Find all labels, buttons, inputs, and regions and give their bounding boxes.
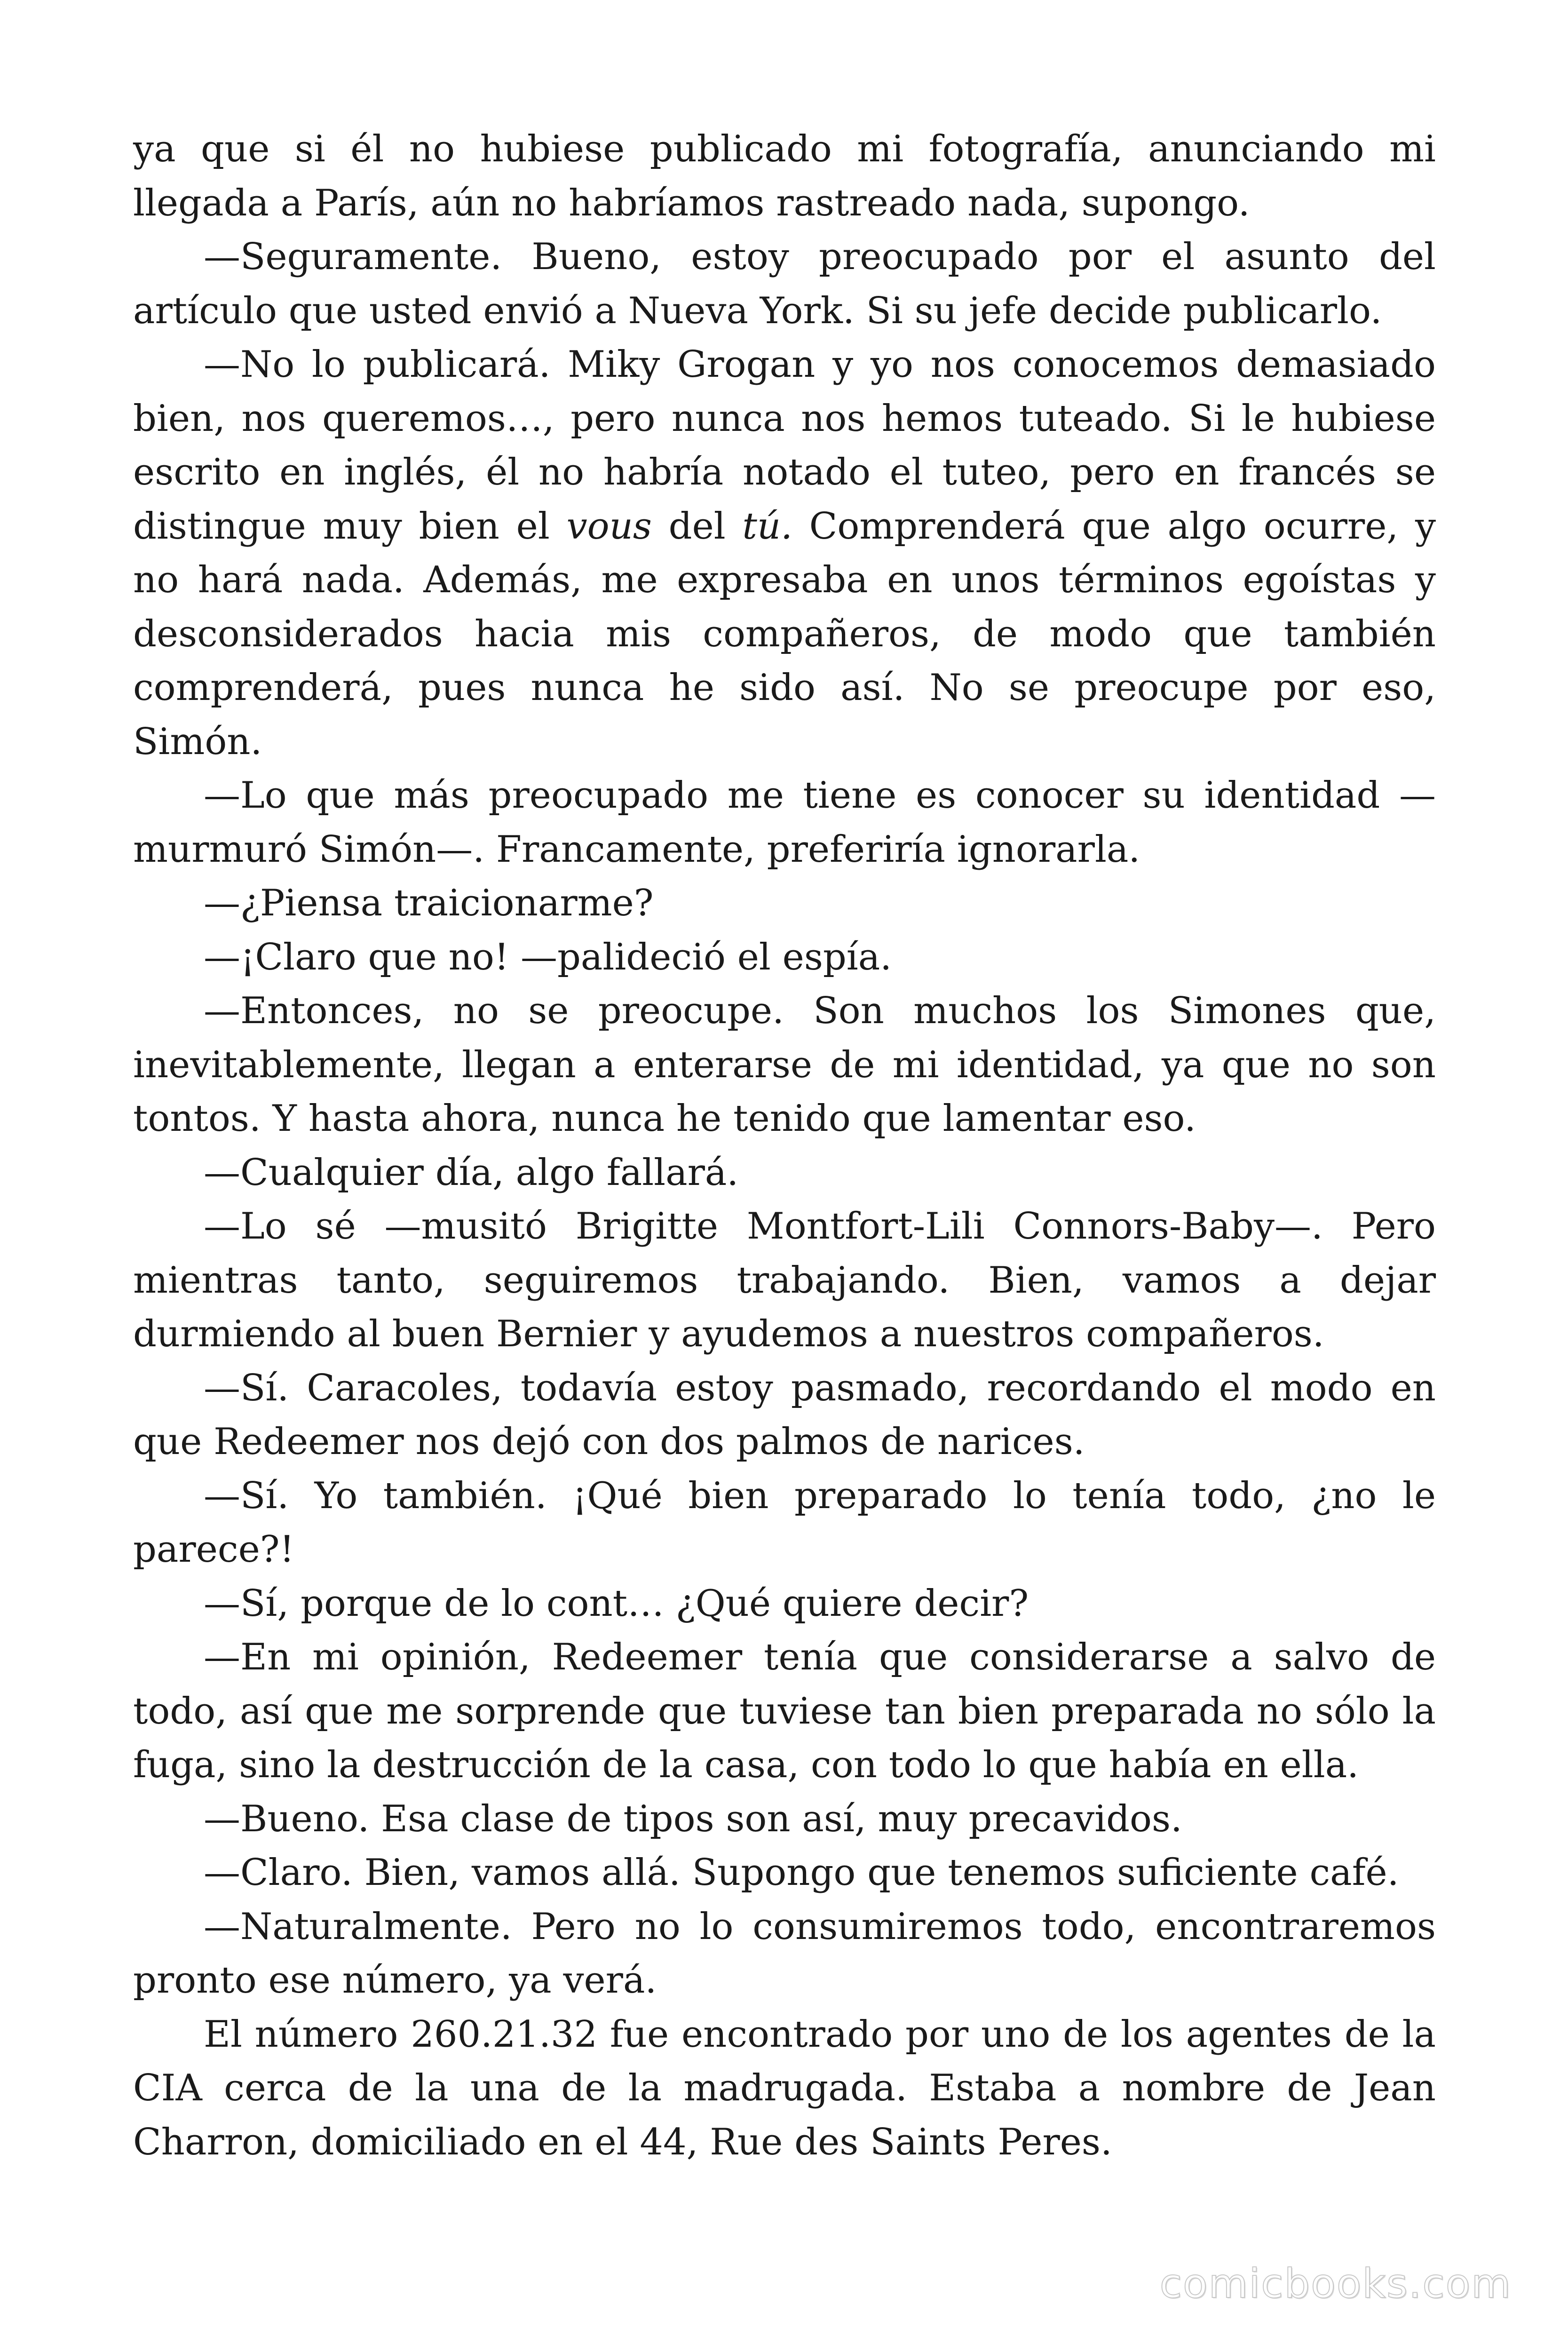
text-run: —Entonces, no se preocupe. Son muchos los Simones que, inevitablemente, llegan a enterarse de mi identidad, ya que no son tontos. Y hasta ahora, nunca he tenido que lamentar eso. xyxy=(133,990,1436,1140)
paragraph xyxy=(133,769,1436,876)
paragraph xyxy=(133,1900,1436,2008)
paragraph xyxy=(133,1577,1436,1631)
paragraph xyxy=(133,1361,1436,1469)
paragraph xyxy=(133,984,1436,1146)
text-run: —Lo sé —musitó Brigitte Montfort-Lili Connors-Baby—. Pero mientras tanto, seguiremos trabajando. Bien, vamos a dejar durmiendo al buen Bernier y ayudemos a nuestros compañeros. xyxy=(133,1205,1436,1355)
paragraph xyxy=(133,876,1436,930)
text-run: del xyxy=(651,505,743,548)
paragraph xyxy=(133,2008,1436,2169)
text-run: —Claro. Bien, vamos allá. Supongo que tenemos suficiente café. xyxy=(204,1851,1399,1894)
text-run: —Cualquier día, algo fallará. xyxy=(204,1151,739,1194)
text-run: —Naturalmente. Pero no lo consumiremos todo, encontraremos pronto ese número, ya verá. xyxy=(133,1905,1436,2002)
paragraph xyxy=(133,1146,1436,1200)
text-run: —En mi opinión, Redeemer tenía que considerarse a salvo de todo, así que me sorprende que tuviese tan bien preparada no sólo la fuga, sino la destrucción de la casa, con todo lo que había en ella. xyxy=(133,1636,1436,1786)
italic-text: vous xyxy=(566,505,652,548)
paragraph xyxy=(133,1846,1436,1900)
text-run: Comprenderá que algo ocurre, y no hará nada. Además, me expresaba en unos términos egoístas y desconsiderados hacia mis compañeros, de modo que también comprenderá, pues nunca he sido así. No se preocupe por eso, Simón. xyxy=(133,505,1436,763)
text-run: —Lo que más preocupado me tiene es conocer su identidad —murmuró Simón—. Francamente, preferiría ignorarla. xyxy=(133,774,1436,871)
paragraph xyxy=(133,1200,1436,1361)
paragraph xyxy=(133,1469,1436,1577)
paragraph xyxy=(133,122,1436,230)
italic-text: tú. xyxy=(742,505,792,548)
text-run: —Sí, porque de lo cont… ¿Qué quiere decir? xyxy=(204,1582,1029,1625)
text-run: —Bueno. Esa clase de tipos son así, muy precavidos. xyxy=(204,1797,1182,1840)
text-run: —¿Piensa traicionarme? xyxy=(204,882,654,924)
paragraph xyxy=(133,230,1436,338)
watermark: comicbooks.com xyxy=(1159,2260,1512,2307)
text-run: ya que si él no hubiese publicado mi fotografía, anunciando mi llegada a París, aún no habríamos rastreado nada, supongo. xyxy=(133,128,1436,224)
text-run: —No lo publicará. Miky Grogan y yo nos conocemos demasiado bien, nos queremos…, pero nunca nos hemos tuteado. Si le hubiese escrito en inglés, él no habría notado el tuteo, pero en francés se distingue muy bien el xyxy=(133,343,1436,548)
paragraph xyxy=(133,930,1436,985)
text-run: —Sí. Yo también. ¡Qué bien preparado lo tenía todo, ¿no le parece?! xyxy=(133,1474,1436,1571)
paragraph xyxy=(133,1630,1436,1792)
paragraph xyxy=(133,338,1436,769)
text-run: —Sí. Caracoles, todavía estoy pasmado, recordando el modo en que Redeemer nos dejó con dos palmos de narices. xyxy=(133,1367,1436,1463)
paragraph xyxy=(133,1792,1436,1846)
text-run: El número 260.21.32 fue encontrado por uno de los agentes de la CIA cerca de la una de la madrugada. Estaba a nombre de Jean Charron, domiciliado en el 44, Rue des Saints Peres. xyxy=(133,2013,1436,2163)
text-run: —¡Claro que no! —palideció el espía. xyxy=(204,936,892,978)
page-body xyxy=(133,122,1436,2169)
text-run: —Seguramente. Bueno, estoy preocupado por el asunto del artículo que usted envió a Nueva York. Si su jefe decide publicarlo. xyxy=(133,236,1436,332)
